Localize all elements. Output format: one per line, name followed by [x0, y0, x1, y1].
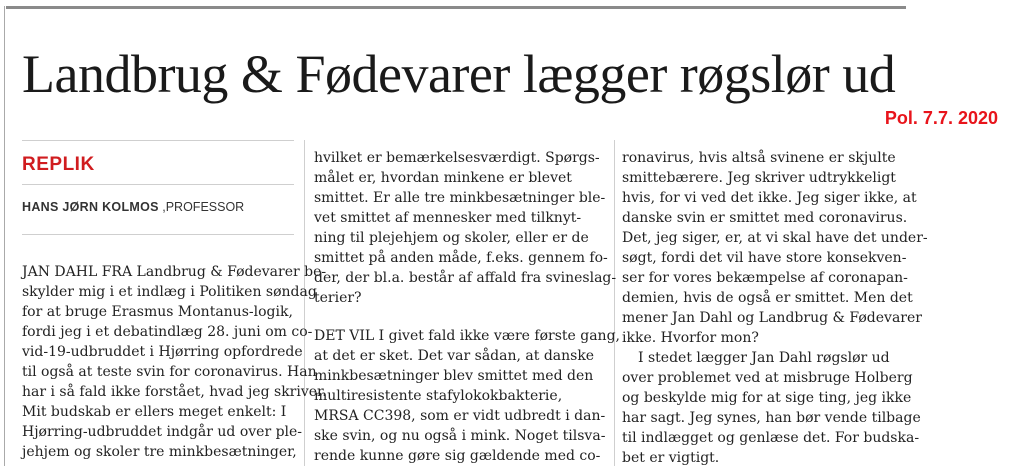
- text-line: terier?: [314, 290, 362, 306]
- text-line: ikke. Hvorfor mon?: [622, 330, 759, 346]
- byline: [22, 200, 244, 214]
- text-line: over problemet ved at misbruge Holberg: [622, 370, 913, 386]
- text-line: fordi jeg i et debatindlæg 28. juni om co-: [22, 324, 313, 340]
- top-rule: [6, 6, 906, 9]
- text-line: JAN DAHL FRA Landbrug & Fødevarer be-: [22, 264, 327, 280]
- text-line: Det, jeg siger, er, at vi skal have det under-: [622, 230, 928, 246]
- text-line: DET VIL I givet fald ikke være første gang,: [314, 328, 620, 344]
- text-line: ser for vores bekæmpelse af coronapan-: [622, 270, 908, 286]
- text-line: at det er sket. Det var sådan, at danske: [314, 348, 595, 364]
- text-line: hvis, for vi ved det ikke. Jeg siger ikke, at: [622, 190, 917, 206]
- text-line: ske svin, og nu også i mink. Noget tilsva-: [314, 428, 606, 444]
- text-line: smittet på anden måde, f.eks. gennem fo-: [314, 250, 608, 266]
- text-line: og beskylde mig for at sige ting, jeg ikke: [622, 390, 912, 406]
- text-line: ning til plejehjem og skoler, eller er de: [314, 230, 589, 246]
- section-rule-bottom: [22, 234, 294, 235]
- text-line: Hjørring-udbruddet indgår ud over ple-: [22, 424, 303, 440]
- text-line: danske svin er smittet med coronavirus.: [622, 210, 908, 226]
- left-rule: [4, 6, 5, 466]
- paragraph: [314, 326, 620, 466]
- date-stamp: Pol. 7.7. 2020: [884, 108, 998, 128]
- paragraph: [22, 262, 327, 462]
- article-column-3: [622, 148, 928, 468]
- text-line: minkbesætninger blev smittet med den: [314, 368, 594, 384]
- text-line: vid-19-udbruddet i Hjørring opfordrede: [22, 344, 303, 360]
- text-line: ronavirus, hvis altså svinene er skjulte: [622, 150, 896, 166]
- text-line: vet smittet af mennesker med tilknyt-: [314, 210, 582, 226]
- section-rule-mid: [22, 184, 294, 185]
- text-line: smittebærere. Jeg skriver udtrykkeligt: [622, 170, 896, 186]
- paragraph-gap: [314, 308, 620, 326]
- text-line: MRSA CC398, som er vidt udbredt i dan-: [314, 408, 606, 424]
- text-line: smittet. Er alle tre minkbesætninger ble-: [314, 190, 606, 206]
- text-line: til indlægget og genlæse det. For budska-: [622, 430, 920, 446]
- article-column-1: [22, 262, 327, 462]
- text-line: demien, hvis de også er smittet. Men det: [622, 290, 913, 306]
- text-line: der, der bl.a. består af affald fra svineslag-: [314, 270, 617, 286]
- text-line: I stedet lægger Jan Dahl røgslør ud: [638, 350, 890, 366]
- text-line: til også at teste svin for coronavirus. Han: [22, 364, 317, 380]
- text-line: har sagt. Jeg synes, han bør vende tilbage: [622, 410, 921, 426]
- text-line: rende kunne gøre sig gældende med co-: [314, 448, 601, 464]
- paragraph: [622, 148, 928, 468]
- section-rule-top: [22, 140, 294, 141]
- text-line: målet er, hvordan minkene er blevet: [314, 170, 572, 186]
- text-line: hvilket er bemærkelsesværdigt. Spørgs-: [314, 150, 600, 166]
- text-line: søgt, fordi det vil have store konsekven-: [622, 250, 907, 266]
- article-column-2: [314, 148, 620, 466]
- rubric-label: REPLIK: [22, 154, 95, 175]
- byline-title: ,PROFESSOR: [162, 200, 245, 214]
- byline-author: HANS JØRN KOLMOS: [22, 200, 159, 214]
- text-line: for at bruge Erasmus Montanus-logik,: [22, 304, 293, 320]
- text-line: mener Jan Dahl og Landbrug & Fødevarer: [622, 310, 922, 326]
- article-headline: Landbrug & Fødevarer lægger røgslør ud: [22, 44, 896, 104]
- text-line: skylder mig i et indlæg i Politiken søndag: [22, 284, 317, 300]
- text-line: har i så fald ikke forstået, hvad jeg skriver.: [22, 384, 327, 400]
- text-line: multiresistente stafylokokbakterie,: [314, 388, 563, 404]
- text-line: bet er vigtigt.: [622, 450, 720, 466]
- text-line: Mit budskab er ellers meget enkelt: I: [22, 404, 287, 420]
- text-line: jehjem og skoler tre minkbesætninger,: [22, 444, 297, 460]
- paragraph: [314, 148, 620, 308]
